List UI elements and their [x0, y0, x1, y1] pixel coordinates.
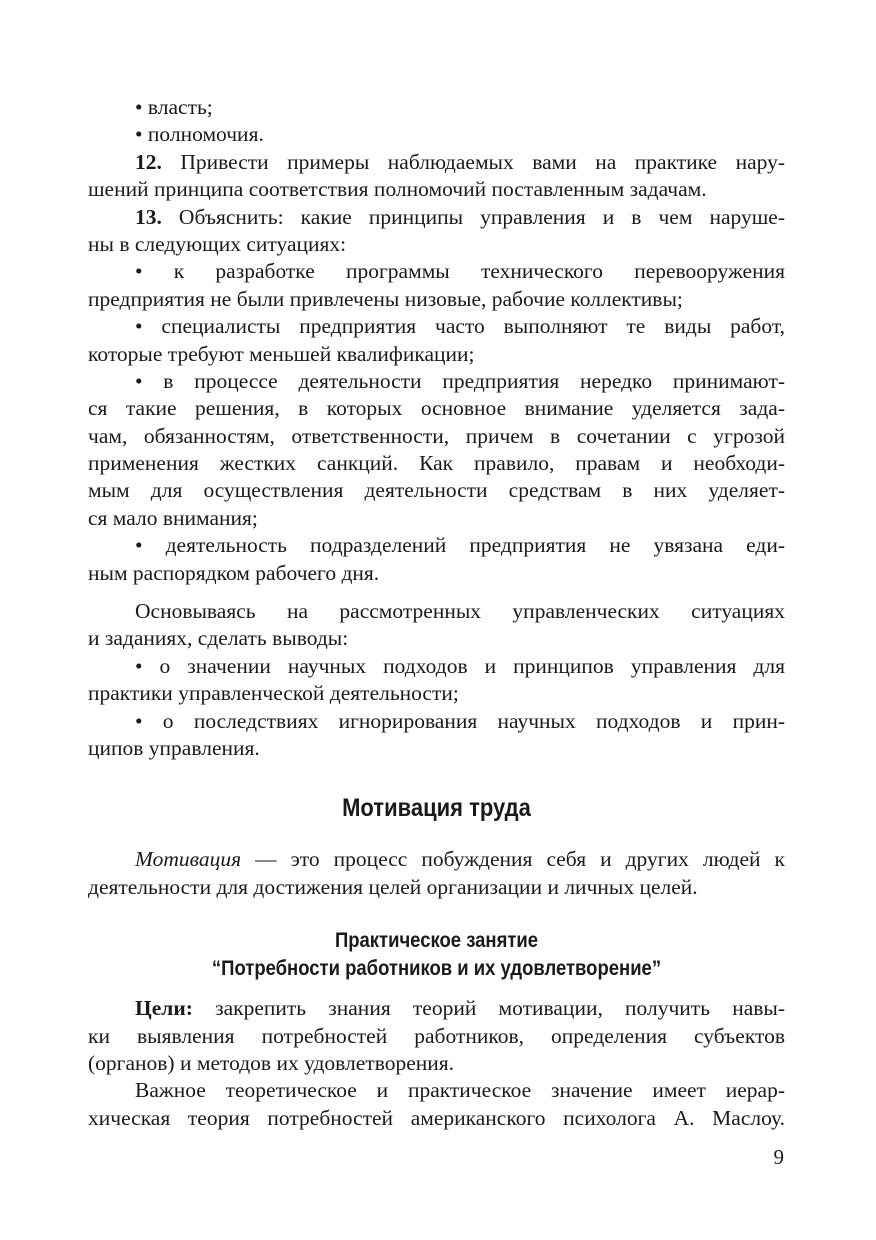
- list-item: • полномочия.: [135, 122, 264, 147]
- definition-line-2: деятельности для достижения целей организации и личных целей.: [88, 874, 698, 899]
- goals-line-1: [88, 995, 785, 1022]
- situation-line: ся мало внимания;: [88, 505, 258, 530]
- conclusion-line: • о значении научных подходов и принципов управления для: [135, 653, 785, 678]
- situation-line: предприятия не были привлечены низовые, рабочие коллективы;: [88, 286, 683, 311]
- situation-line: • к разработке программы технического перевооружения: [135, 259, 785, 284]
- goals-text: закрепить знания теорий мотивации, получить навы-: [192, 996, 785, 1021]
- definition-line-1: [88, 846, 785, 873]
- page-body: [88, 94, 785, 1132]
- practice-heading-line-2: “Потребности работников и их удовлетворение”: [211, 957, 662, 981]
- conclusion-line: Основываясь на рассмотренных управленческих ситуациях: [135, 599, 785, 624]
- section-title: Мотивация труда: [342, 794, 531, 823]
- situation-line: применения жестких санкций. Как правило, правам и необходи-: [88, 451, 785, 476]
- goals-label: Цели:: [135, 996, 193, 1021]
- definition-term: Мотивация: [135, 847, 242, 872]
- conclusion-line: ципов управления.: [88, 735, 260, 760]
- goals-line-3: (органов) и методов их удовлетворения.: [88, 1050, 455, 1075]
- situation-line: мым для осуществления деятельности средствам в них уделяет-: [88, 478, 785, 503]
- conclusion-line: практики управленческой деятельности;: [88, 681, 459, 706]
- page-number: 9: [773, 1145, 784, 1169]
- situation-line: ся такие решения, в которых основное внимание уделяется зада-: [88, 396, 785, 421]
- practice-heading: [88, 927, 785, 983]
- list-item: • власть;: [135, 95, 213, 119]
- task-12-line-1: [88, 149, 785, 176]
- task-12-text: Привести примеры наблюдаемых вами на практике нару-: [161, 149, 785, 174]
- task-13-text: Объяснить: какие принципы управления и в чем наруше-: [161, 204, 785, 229]
- practice-heading-line-1: Практическое занятие: [334, 929, 539, 953]
- situation-line: • в процессе деятельности предприятия нередко принимают-: [135, 368, 785, 393]
- maslow-line-1: Важное теоретическое и практическое значение имеет иерар-: [135, 1078, 785, 1103]
- situation-line: чам, обязанностям, ответственности, причем в сочетании с угрозой: [88, 423, 785, 448]
- situation-line: ным распорядком рабочего дня.: [88, 560, 380, 585]
- situation-line: • деятельность подразделений предприятия не увязана еди-: [135, 533, 785, 558]
- task-12-number: 12.: [135, 149, 162, 174]
- conclusion-line: • о последствиях игнорирования научных подходов и прин-: [135, 708, 785, 733]
- situation-line: • специалисты предприятия часто выполняют те виды работ,: [135, 314, 785, 339]
- situation-line: которые требуют меньшей квалификации;: [88, 341, 475, 366]
- task-13-line-1: [88, 204, 785, 231]
- definition-text: — это процесс побуждения себя и других людей к: [241, 847, 785, 872]
- maslow-line-2: хическая теория потребностей американского психолога А. Маслоу.: [88, 1105, 785, 1130]
- goals-line-2: ки выявления потребностей работников, определения субъектов: [88, 1023, 785, 1048]
- conclusion-line: и заданиях, сделать выводы:: [88, 626, 349, 651]
- paragraph-gap: [88, 587, 785, 598]
- task-13-number: 13.: [135, 204, 162, 229]
- task-13-line-2: ны в следующих ситуациях:: [88, 231, 347, 256]
- task-12-line-2: шений принципа соответствия полномочий поставленным задачам.: [88, 177, 707, 202]
